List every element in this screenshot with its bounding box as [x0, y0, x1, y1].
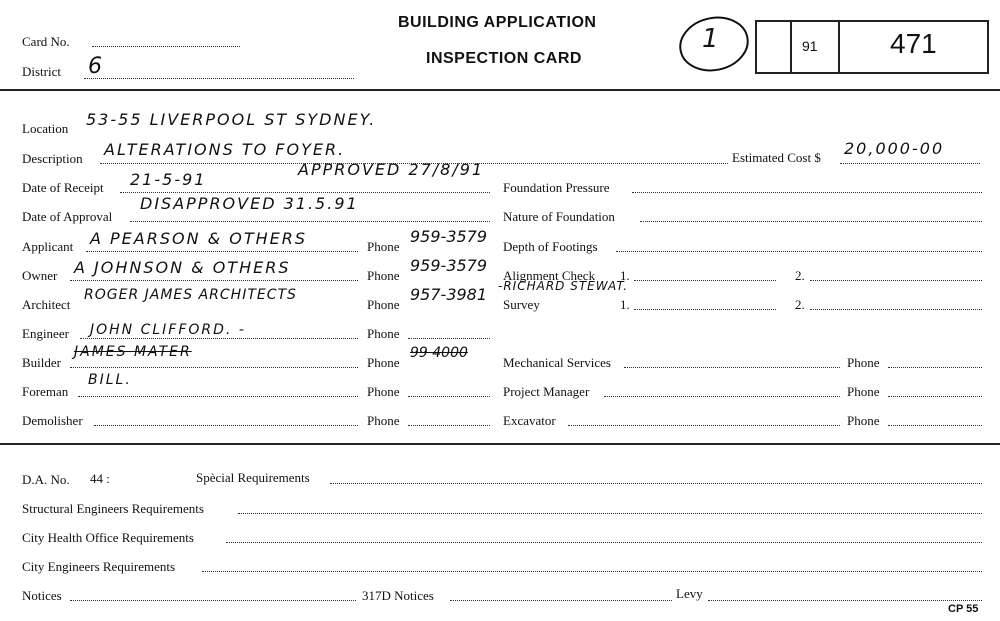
- alignment-check-2-line: [810, 280, 982, 281]
- depth-of-footings-label: Depth of Footings: [503, 239, 598, 254]
- date-of-receipt-value: 21-5-91: [130, 170, 207, 189]
- card-no-line: [92, 46, 240, 47]
- mechanical-services-label: Mechanical Services: [503, 355, 611, 370]
- levy-label: Levy: [676, 586, 703, 601]
- demolisher-label: Demolisher: [22, 413, 83, 428]
- form-title-line1: BUILDING APPLICATION: [398, 14, 597, 31]
- builder-phone-value: 99 4000: [410, 345, 468, 361]
- owner-line: [70, 280, 358, 281]
- nature-of-foundation-label: Nature of Foundation: [503, 209, 615, 224]
- alignment-check-1-line: [634, 280, 776, 281]
- survey-1-line: [634, 309, 776, 310]
- applicant-phone-label: Phone: [367, 239, 400, 254]
- owner-phone-label: Phone: [367, 268, 400, 283]
- description-label: Description: [22, 151, 83, 166]
- notices-317d-line: [450, 600, 672, 601]
- engineer-phone-label: Phone: [367, 326, 400, 341]
- engineer-label: Engineer: [22, 326, 69, 341]
- project-manager-label: Project Manager: [503, 384, 590, 399]
- mechanical-services-phone-line: [888, 367, 982, 368]
- foreman-label: Foreman: [22, 384, 69, 399]
- city-health-line: [226, 542, 982, 543]
- circled-number: 1: [702, 24, 721, 54]
- demolisher-phone-line: [408, 425, 490, 426]
- architect-value: ROGER JAMES ARCHITECTS: [84, 287, 297, 303]
- applicant-phone-value: 959-3579: [410, 227, 488, 246]
- engineer-phone-line: [408, 338, 490, 339]
- notices-line: [70, 600, 356, 601]
- applicant-line: [86, 251, 358, 252]
- demolisher-phone-label: Phone: [367, 413, 400, 428]
- estimated-cost-label: Estimated Cost $: [732, 150, 821, 165]
- architect-label: Architect: [22, 297, 71, 312]
- owner-phone-value: 959-3579: [410, 256, 488, 275]
- foreman-phone-label: Phone: [367, 384, 400, 399]
- box-year: 91: [802, 38, 818, 54]
- alignment-check-note: -RICHARD STEWAT.: [498, 279, 629, 293]
- card-no-label: Card No.: [22, 34, 70, 49]
- special-requirements-label: Spècial Requirements: [196, 470, 310, 485]
- section-divider: [0, 443, 1000, 445]
- excavator-line: [568, 425, 840, 426]
- form-title-line2: INSPECTION CARD: [426, 50, 582, 67]
- project-manager-line: [604, 396, 840, 397]
- project-manager-phone-line: [888, 396, 982, 397]
- demolisher-line: [94, 425, 358, 426]
- survey-1: 1.: [620, 297, 630, 312]
- date-of-approval-line: [130, 221, 490, 222]
- description-value: ALTERATIONS TO FOYER.: [104, 140, 346, 159]
- alignment-check-2: 2.: [795, 268, 805, 283]
- nature-of-foundation-line: [640, 221, 982, 222]
- applicant-value: A PEARSON & OTHERS: [90, 229, 307, 248]
- estimated-cost-line: [840, 163, 980, 164]
- survey-label: Survey: [503, 297, 540, 312]
- survey-2: 2.: [795, 297, 805, 312]
- box-divider-1: [790, 20, 792, 74]
- mechanical-services-phone-label: Phone: [847, 355, 880, 370]
- excavator-label: Excavator: [503, 413, 556, 428]
- engineer-line: [80, 338, 358, 339]
- foundation-pressure-label: Foundation Pressure: [503, 180, 610, 195]
- owner-label: Owner: [22, 268, 58, 283]
- foreman-line: [78, 396, 358, 397]
- district-value: 6: [88, 54, 104, 79]
- date-of-approval-label: Date of Approval: [22, 209, 113, 224]
- applicant-label: Applicant: [22, 239, 74, 254]
- foreman-phone-line: [408, 396, 490, 397]
- city-engineers-label: City Engineers Requirements: [22, 559, 176, 574]
- excavator-phone-label: Phone: [847, 413, 880, 428]
- header-divider: [0, 89, 1000, 91]
- notices-label: Notices: [22, 588, 62, 603]
- date-of-approval-value: DISAPPROVED 31.5.91: [140, 194, 359, 213]
- structural-engineers-label: Structural Engineers Requirements: [22, 501, 204, 516]
- box-card-number: 471: [890, 28, 937, 59]
- city-health-label: City Health Office Requirements: [22, 530, 194, 545]
- structural-engineers-line: [238, 513, 982, 514]
- location-label: Location: [22, 121, 69, 136]
- builder-phone-label: Phone: [367, 355, 400, 370]
- da-no-label: D.A. No.: [22, 472, 70, 487]
- architect-phone-label: Phone: [367, 297, 400, 312]
- owner-value: A JOHNSON & OTHERS: [74, 258, 291, 277]
- builder-value: JAMES MATER: [74, 344, 192, 360]
- district-label: District: [22, 64, 61, 79]
- location-value: 53-55 LIVERPOOL ST SYDNEY.: [86, 110, 377, 129]
- architect-phone-value: 957-3981: [410, 285, 488, 304]
- special-requirements-line: [330, 483, 982, 484]
- depth-of-footings-line: [616, 251, 982, 252]
- builder-label: Builder: [22, 355, 61, 370]
- approved-note: APPROVED 27/8/91: [298, 160, 485, 179]
- engineer-value: JOHN CLIFFORD. -: [90, 322, 246, 338]
- survey-2-line: [810, 309, 982, 310]
- alignment-check-label: Alignment Check: [503, 268, 596, 283]
- levy-line: [708, 600, 982, 601]
- estimated-cost-value: 20,000-00: [844, 139, 945, 158]
- mechanical-services-line: [624, 367, 840, 368]
- district-line: [84, 78, 354, 79]
- date-of-receipt-label: Date of Receipt: [22, 180, 104, 195]
- box-divider-2: [838, 20, 840, 74]
- notices-317d-label: 317D Notices: [362, 588, 434, 603]
- form-code: CP 55: [948, 603, 979, 615]
- date-of-receipt-line: [120, 192, 490, 193]
- excavator-phone-line: [888, 425, 982, 426]
- foundation-pressure-line: [632, 192, 982, 193]
- project-manager-phone-label: Phone: [847, 384, 880, 399]
- city-engineers-line: [202, 571, 982, 572]
- da-no-value: 44 :: [90, 471, 110, 486]
- foreman-value: BILL.: [88, 372, 132, 388]
- alignment-check-1: 1.: [620, 268, 630, 283]
- builder-line: [70, 367, 358, 368]
